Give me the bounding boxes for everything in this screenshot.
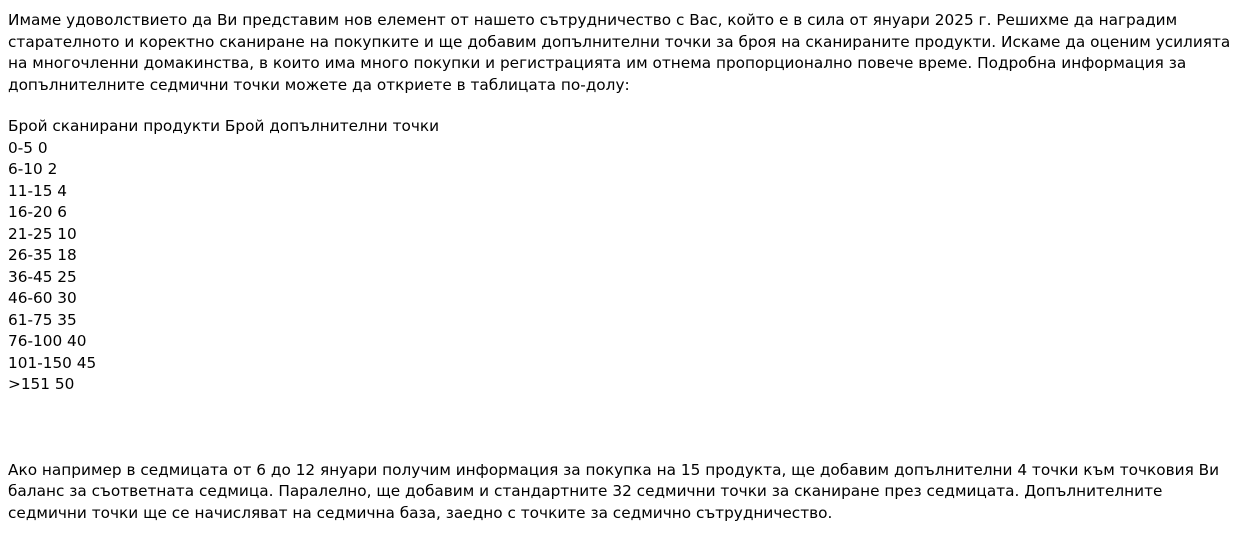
table-row: 36-45 25 — [8, 267, 77, 286]
table-row: 76-100 40 — [8, 332, 87, 350]
points-table — [8, 116, 1244, 396]
table-row: 46-60 30 — [8, 289, 77, 307]
table-row: 61-75 35 — [8, 310, 77, 329]
table-row: >151 50 — [8, 375, 75, 393]
table-row: 11-15 4 — [8, 181, 68, 200]
table-row: 21-25 10 — [8, 224, 77, 243]
outro-paragraph: Ако например в седмицата от 6 до 12 януари получим информация за покупка на 15 продукта, ще добавим допълнителни 4 точки към точковия Ви баланс за съответната седмица. Паралелно, ще добавим и стандартните 32 седмични точки за сканиране през седмицата. Допълнителните седмични точки ще се начисляват на седмична база, заедно с точките за седмично сътрудничество. — [8, 460, 1220, 522]
table-header-row: Брой сканирани продукти Брой допълнителни точки — [8, 117, 440, 135]
spacer-below-table — [8, 396, 1244, 460]
intro-paragraph: Имаме удоволствието да Ви представим нов елемент от нашето сътрудничество с Вас, който е в сила от януари 2025 г. Решихме да наградим старателното и коректно сканиране на покупките и ще добавим допълнителни точки за броя на сканираните продукти. Искаме да оценим усилията на многочленни домакинства, в които има много покупки и регистрацията им отнема пропорционално повече време. Подробна информация за допълнителните седмични точки можете да откриете в таблицата по-долу: — [8, 11, 1231, 94]
table-row: 16-20 6 — [8, 203, 68, 221]
spacer-above-table — [8, 96, 1244, 116]
table-row: 26-35 18 — [8, 246, 77, 264]
table-row: 6-10 2 — [8, 160, 58, 178]
table-row: 0-5 0 — [8, 138, 48, 157]
table-row: 101-150 45 — [8, 353, 97, 372]
